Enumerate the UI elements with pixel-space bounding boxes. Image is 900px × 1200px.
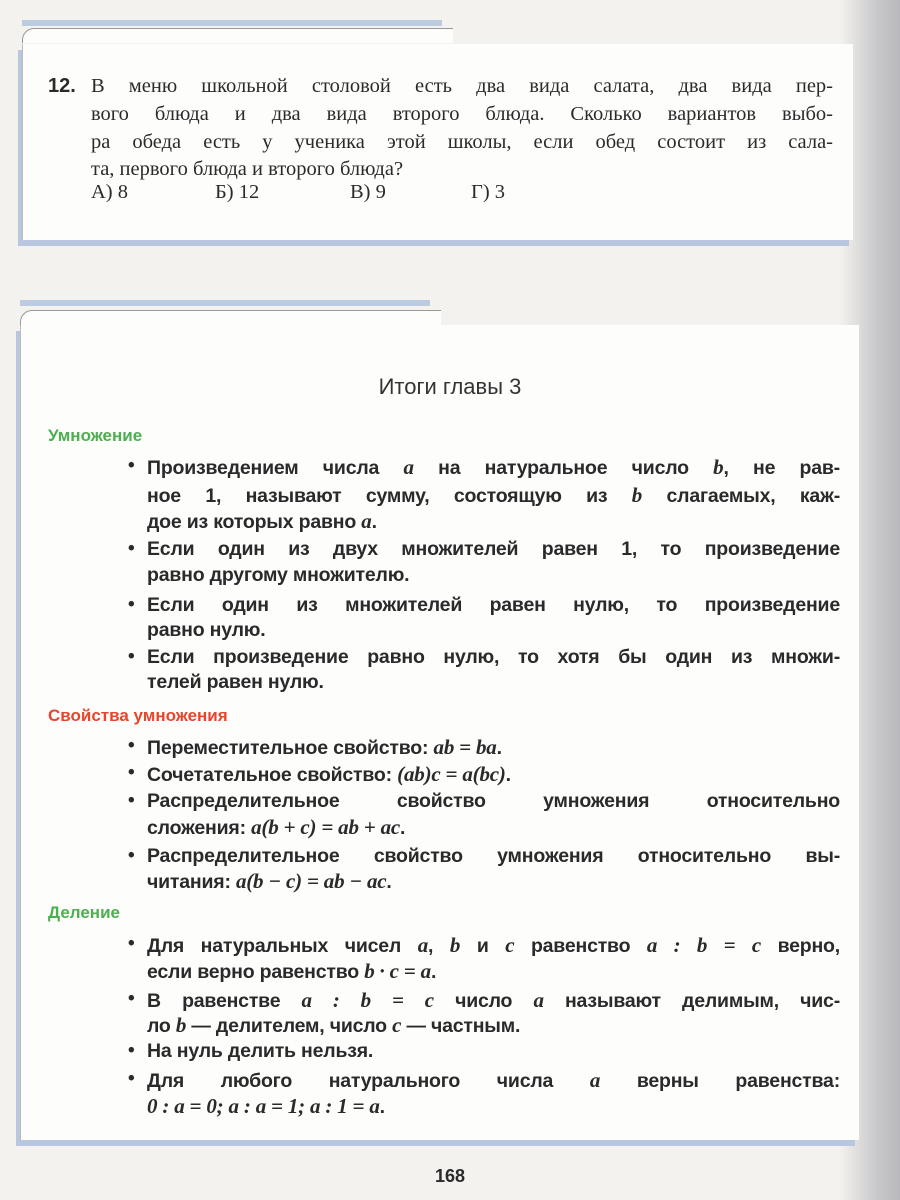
question-line: вого блюда и два вида второго блюда. Сколько вариантов выбо- (91, 103, 833, 125)
summary-line (147, 619, 840, 642)
bullet-icon: • (128, 790, 135, 811)
text-segment: ное 1, называют сумму, состоящую из (147, 485, 632, 507)
section-heading: Деление (48, 903, 120, 922)
math-expression: b · c = a (364, 959, 431, 983)
question-number: 12. (48, 75, 76, 97)
math-expression: c (392, 1013, 402, 1037)
text-segment: . (505, 764, 511, 786)
summary-line (147, 509, 840, 534)
card-tab-shadow (22, 20, 442, 26)
math-expression: b (631, 483, 643, 507)
math-expression: a (361, 509, 372, 533)
text-segment: Если один из множителей равен нулю, то произведение (147, 594, 840, 616)
bullet-icon: • (128, 1068, 135, 1089)
text-segment: равенство (514, 935, 647, 957)
bullet-icon: • (128, 845, 135, 866)
math-expression: a : b = c (301, 988, 434, 1012)
text-segment: Для любого натурального числа (147, 1070, 590, 1092)
bullet-icon: • (128, 538, 135, 559)
answer-option-c: В) 9 (350, 181, 386, 203)
summary-card-tab (20, 310, 441, 325)
text-segment: слагаемых, каж- (642, 485, 840, 507)
text-segment: если верно равенство (147, 961, 365, 983)
math-expression: b (713, 455, 724, 479)
summary-line (147, 1068, 840, 1093)
summary-line (147, 735, 840, 760)
summary-line (147, 933, 840, 958)
math-expression: a(b + c) = ab + ac (251, 815, 401, 839)
math-expression: a (403, 455, 414, 479)
bullet-icon: • (128, 646, 135, 667)
question-line: В меню школьной столовой есть два вида салата, два вида пер- (91, 75, 833, 97)
text-segment: . (430, 961, 437, 983)
text-segment: читания: (147, 871, 236, 893)
bullet-icon: • (128, 988, 135, 1009)
summary-line (147, 790, 840, 813)
text-segment: телей равен нулю. (147, 671, 324, 693)
text-segment: , (428, 935, 450, 957)
text-segment: Распределительное свойство умножения относительно вы- (147, 845, 840, 867)
math-expression: 0 : a = 0; a : a = 1; a : 1 = a (147, 1094, 380, 1118)
text-segment: верны равенства: (600, 1070, 840, 1092)
math-expression: a (417, 933, 429, 957)
text-segment: сложения: (147, 817, 252, 839)
question-card-tab (22, 28, 453, 43)
summary-line (147, 762, 840, 787)
math-expression: b (449, 933, 461, 957)
text-segment: — делителем, число (186, 1015, 393, 1037)
text-segment: равно другому множителю. (147, 564, 410, 586)
math-expression: c (505, 933, 515, 957)
summary-line (147, 959, 840, 984)
summary-line (147, 564, 840, 587)
summary-line (147, 815, 840, 840)
text-segment: равно нулю. (147, 619, 266, 641)
math-expression: b (175, 1013, 187, 1037)
bullet-icon: • (128, 933, 135, 954)
summary-line (147, 1094, 840, 1119)
text-segment: . (379, 1096, 385, 1118)
summary-line (147, 671, 840, 694)
math-expression: ab = ba (433, 735, 497, 759)
card-tab-shadow (20, 300, 430, 306)
text-segment: Произведением числа (147, 457, 404, 479)
question-line: та, первого блюда и второго блюда? (91, 158, 404, 180)
summary-line (147, 1013, 840, 1038)
summary-line (147, 646, 840, 669)
text-segment: ло (147, 1015, 176, 1037)
math-expression: (ab)c = a(bc) (397, 762, 506, 786)
text-segment: верно, (760, 935, 840, 957)
text-segment: . (386, 871, 392, 893)
math-expression: a : b = c (646, 933, 761, 957)
answer-option-b: Б) 12 (215, 181, 260, 203)
text-segment: Для натуральных чисел (147, 935, 418, 957)
math-expression: a (533, 988, 544, 1012)
text-segment: Сочетательное свойство: (147, 764, 398, 786)
text-segment: Переместительное свойство: (147, 737, 434, 759)
bullet-icon: • (128, 1040, 135, 1061)
summary-title: Итоги главы 3 (378, 374, 522, 399)
section-heading: Свойства умножения (48, 706, 228, 725)
bullet-icon: • (128, 594, 135, 615)
bullet-icon: • (128, 762, 135, 783)
text-segment: . (496, 737, 502, 759)
text-segment: и (460, 935, 506, 957)
text-segment: , не рав- (723, 457, 840, 479)
text-segment: Если произведение равно нулю, то хотя бы один из множи- (147, 646, 840, 668)
text-segment: — частным. (401, 1015, 521, 1037)
text-segment: дое из которых равно (147, 511, 362, 533)
text-segment: В равенстве (147, 990, 302, 1012)
text-segment: . (371, 511, 377, 533)
text-segment: Распределительное свойство умножения относительно (147, 790, 840, 812)
summary-line (147, 988, 840, 1013)
page-number: 168 (434, 1166, 466, 1186)
answer-option-a: А) 8 (91, 181, 129, 203)
text-segment: . (400, 817, 406, 839)
text-segment: число (433, 990, 534, 1012)
summary-line (147, 455, 840, 480)
answer-option-d: Г) 3 (471, 181, 506, 203)
text-segment: На нуль делить нельзя. (147, 1040, 374, 1062)
summary-line (147, 538, 840, 561)
bullet-icon: • (128, 735, 135, 756)
summary-line (147, 594, 840, 617)
summary-line (147, 1040, 840, 1063)
section-heading: Умножение (48, 426, 143, 445)
text-segment: Если один из двух множителей равен 1, то произведение (147, 538, 840, 560)
text-segment: на натуральное число (413, 457, 714, 479)
text-segment: называют делимым, чис- (543, 990, 840, 1012)
math-expression: a (589, 1068, 601, 1092)
bullet-icon: • (128, 455, 135, 476)
question-line: ра обеда есть у ученика этой школы, если обед состоит из сала- (91, 131, 833, 153)
math-expression: a(b − c) = ab − ac (235, 869, 387, 893)
summary-line (147, 845, 840, 868)
summary-line (147, 869, 840, 894)
summary-line (147, 483, 840, 508)
